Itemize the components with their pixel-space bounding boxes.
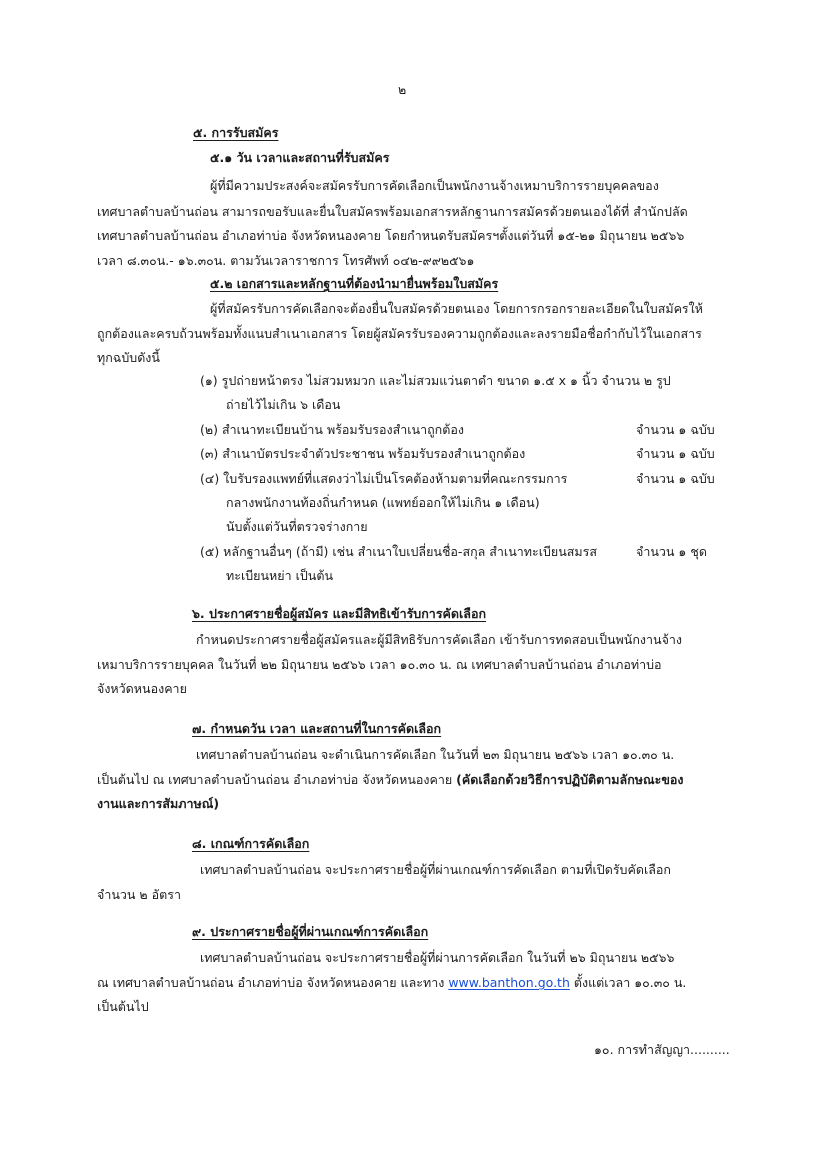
section-5-heading: ๕. การรับสมัคร	[193, 125, 279, 140]
page-number: ๒	[398, 82, 407, 97]
section-9-line	[97, 977, 686, 990]
section-9-line-post: ตั้งแต่เวลา ๑๐.๓๐ น.	[569, 975, 687, 990]
section-5-2-line: ทุกฉบับดังนี้	[97, 350, 160, 365]
section-6-line: กำหนดประกาศรายชื่อผู้สมัครและผู้มีสิทธิรับการคัดเลือก เข้ารับการทดสอบเป็นพนักงานจ้าง	[196, 632, 683, 647]
section-7-heading: ๗. กำหนดวัน เวลา และสถานที่ในการคัดเลือก	[192, 721, 442, 736]
section-7-line	[97, 774, 683, 787]
document-list-item: (๕) หลักฐานอื่นๆ (ถ้ามี) เช่น สำเนาใบเปลี่ยนชื่อ-สกุล สำเนาทะเบียนสมรส	[200, 544, 598, 559]
website-link[interactable]: www.banthon.go.th	[448, 975, 570, 990]
section-8-line: จำนวน ๒ อัตรา	[97, 887, 181, 902]
section-9-line: เทศบาลตำบลบ้านถ่อน จะประกาศรายชื่อผู้ที่ผ่านการคัดเลือก ในวันที่ ๒๖ มิถุนายน ๒๕๖๖	[200, 950, 675, 965]
document-list-item-cont: ถ่ายไว้ไม่เกิน ๖ เดือน	[226, 397, 341, 412]
section-6-heading: ๖. ประกาศรายชื่อผู้สมัคร และมีสิทธิเข้ารับการคัดเลือก	[192, 606, 487, 621]
section-5-1-line: ผู้ที่มีความประสงค์จะสมัครรับการคัดเลือกเป็นพนักงานจ้างเหมาบริการรายบุคคลของ	[210, 178, 659, 193]
section-5-1-line: เทศบาลตำบลบ้านถ่อน สามารถขอรับและยื่นใบสมัครพร้อมเอกสารหลักฐานการสมัครด้วยตนเองได้ที่ สำนักปลัด	[97, 204, 688, 219]
section-8-line: เทศบาลตำบลบ้านถ่อน จะประกาศรายชื่อผู้ที่ผ่านเกณฑ์การคัดเลือก ตามที่เปิดรับคัดเลือก	[200, 862, 671, 877]
section-5-2-line: ถูกต้องและครบถ้วนพร้อมทั้งแนบสำเนาเอกสาร โดยผู้สมัครรับรองความถูกต้องและลงรายมือชื่อกำกับไว้ในเอกสาร	[97, 326, 702, 341]
section-5-1-line: เวลา ๘.๓๐น.- ๑๖.๓๐น. ตามวันเวลาราชการ โทรศัพท์ ๐๔๒-๙๙๒๕๖๑	[97, 253, 475, 268]
section-5-1-heading: ๕.๑ วัน เวลาและสถานที่รับสมัคร	[210, 150, 390, 165]
section-9-heading: ๙. ประกาศรายชื่อผู้ที่ผ่านเกณฑ์การคัดเลือก	[192, 924, 429, 939]
section-5-2-heading: ๕.๒ เอกสารและหลักฐานที่ต้องนำมายื่นพร้อมใบสมัคร	[210, 276, 499, 291]
section-7-line-bold: งานและการสัมภาษณ์)	[97, 796, 220, 811]
section-8-heading: ๘. เกณฑ์การคัดเลือก	[192, 836, 310, 851]
document-list-item: (๔) ใบรับรองแพทย์ที่แสดงว่าไม่เป็นโรคต้องห้ามตามที่คณะกรรมการ	[200, 471, 568, 486]
document-list-item: (๓) สำเนาบัตรประจำตัวประชาชน พร้อมรับรองสำเนาถูกต้อง	[200, 446, 526, 461]
section-7-line-bold: (คัดเลือกด้วยวิธีการปฏิบัติตามลักษณะของ	[456, 772, 684, 787]
document-amount: จำนวน ๑ ชุด	[636, 544, 707, 559]
document-amount: จำนวน ๑ ฉบับ	[636, 471, 715, 486]
document-list-item-cont: กลางพนักงานท้องถิ่นกำหนด (แพทย์ออกให้ไม่เกิน ๑ เดือน)	[226, 495, 540, 510]
section-5-2-line: ผู้ที่สมัครรับการคัดเลือกจะต้องยื่นใบสมัครด้วยตนเอง โดยการกรอกรายละเอียดในใบสมัครให้	[210, 301, 703, 316]
section-9-line-pre: ณ เทศบาลตำบลบ้านถ่อน อำเภอท่าบ่อ จังหวัดหนองคาย และทาง	[97, 975, 449, 990]
document-list-item-cont: ทะเบียนหย่า เป็นต้น	[226, 568, 334, 583]
document-list-item: (๒) สำเนาทะเบียนบ้าน พร้อมรับรองสำเนาถูกต้อง	[200, 422, 464, 437]
document-amount: จำนวน ๑ ฉบับ	[636, 446, 715, 461]
document-list-item-cont: นับตั้งแต่วันที่ตรวจร่างกาย	[226, 519, 368, 534]
section-6-line: จังหวัดหนองคาย	[97, 681, 187, 696]
section-9-line: เป็นต้นไป	[97, 999, 149, 1014]
section-5-1-line: เทศบาลตำบลบ้านถ่อน อำเภอท่าบ่อ จังหวัดหนองคาย โดยกำหนดรับสมัครฯตั้งแต่วันที่ ๑๕-๒๑ มิถุนายน ๒๕๖๖	[97, 228, 685, 243]
continuation-note: ๑๐. การทำสัญญา..........	[594, 1042, 730, 1057]
section-7-line: เทศบาลตำบลบ้านถ่อน จะดำเนินการคัดเลือก ในวันที่ ๒๓ มิถุนายน ๒๕๖๖ เวลา ๑๐.๓๐ น.	[196, 747, 675, 762]
section-7-line-plain: เป็นต้นไป ณ เทศบาลตำบลบ้านถ่อน อำเภอท่าบ่อ จังหวัดหนองคาย	[97, 772, 457, 787]
document-amount: จำนวน ๑ ฉบับ	[636, 422, 715, 437]
document-list-item: (๑) รูปถ่ายหน้าตรง ไม่สวมหมวก และไม่สวมแว่นตาดำ ขนาด ๑.๕ x ๑ นิ้ว จำนวน ๒ รูป	[200, 373, 671, 388]
section-6-line: เหมาบริการรายบุคคล ในวันที่ ๒๒ มิถุนายน ๒๕๖๖ เวลา ๑๐.๓๐ น. ณ เทศบาลตำบลบ้านถ่อน อำเภอท่าบ่อ	[97, 657, 662, 672]
